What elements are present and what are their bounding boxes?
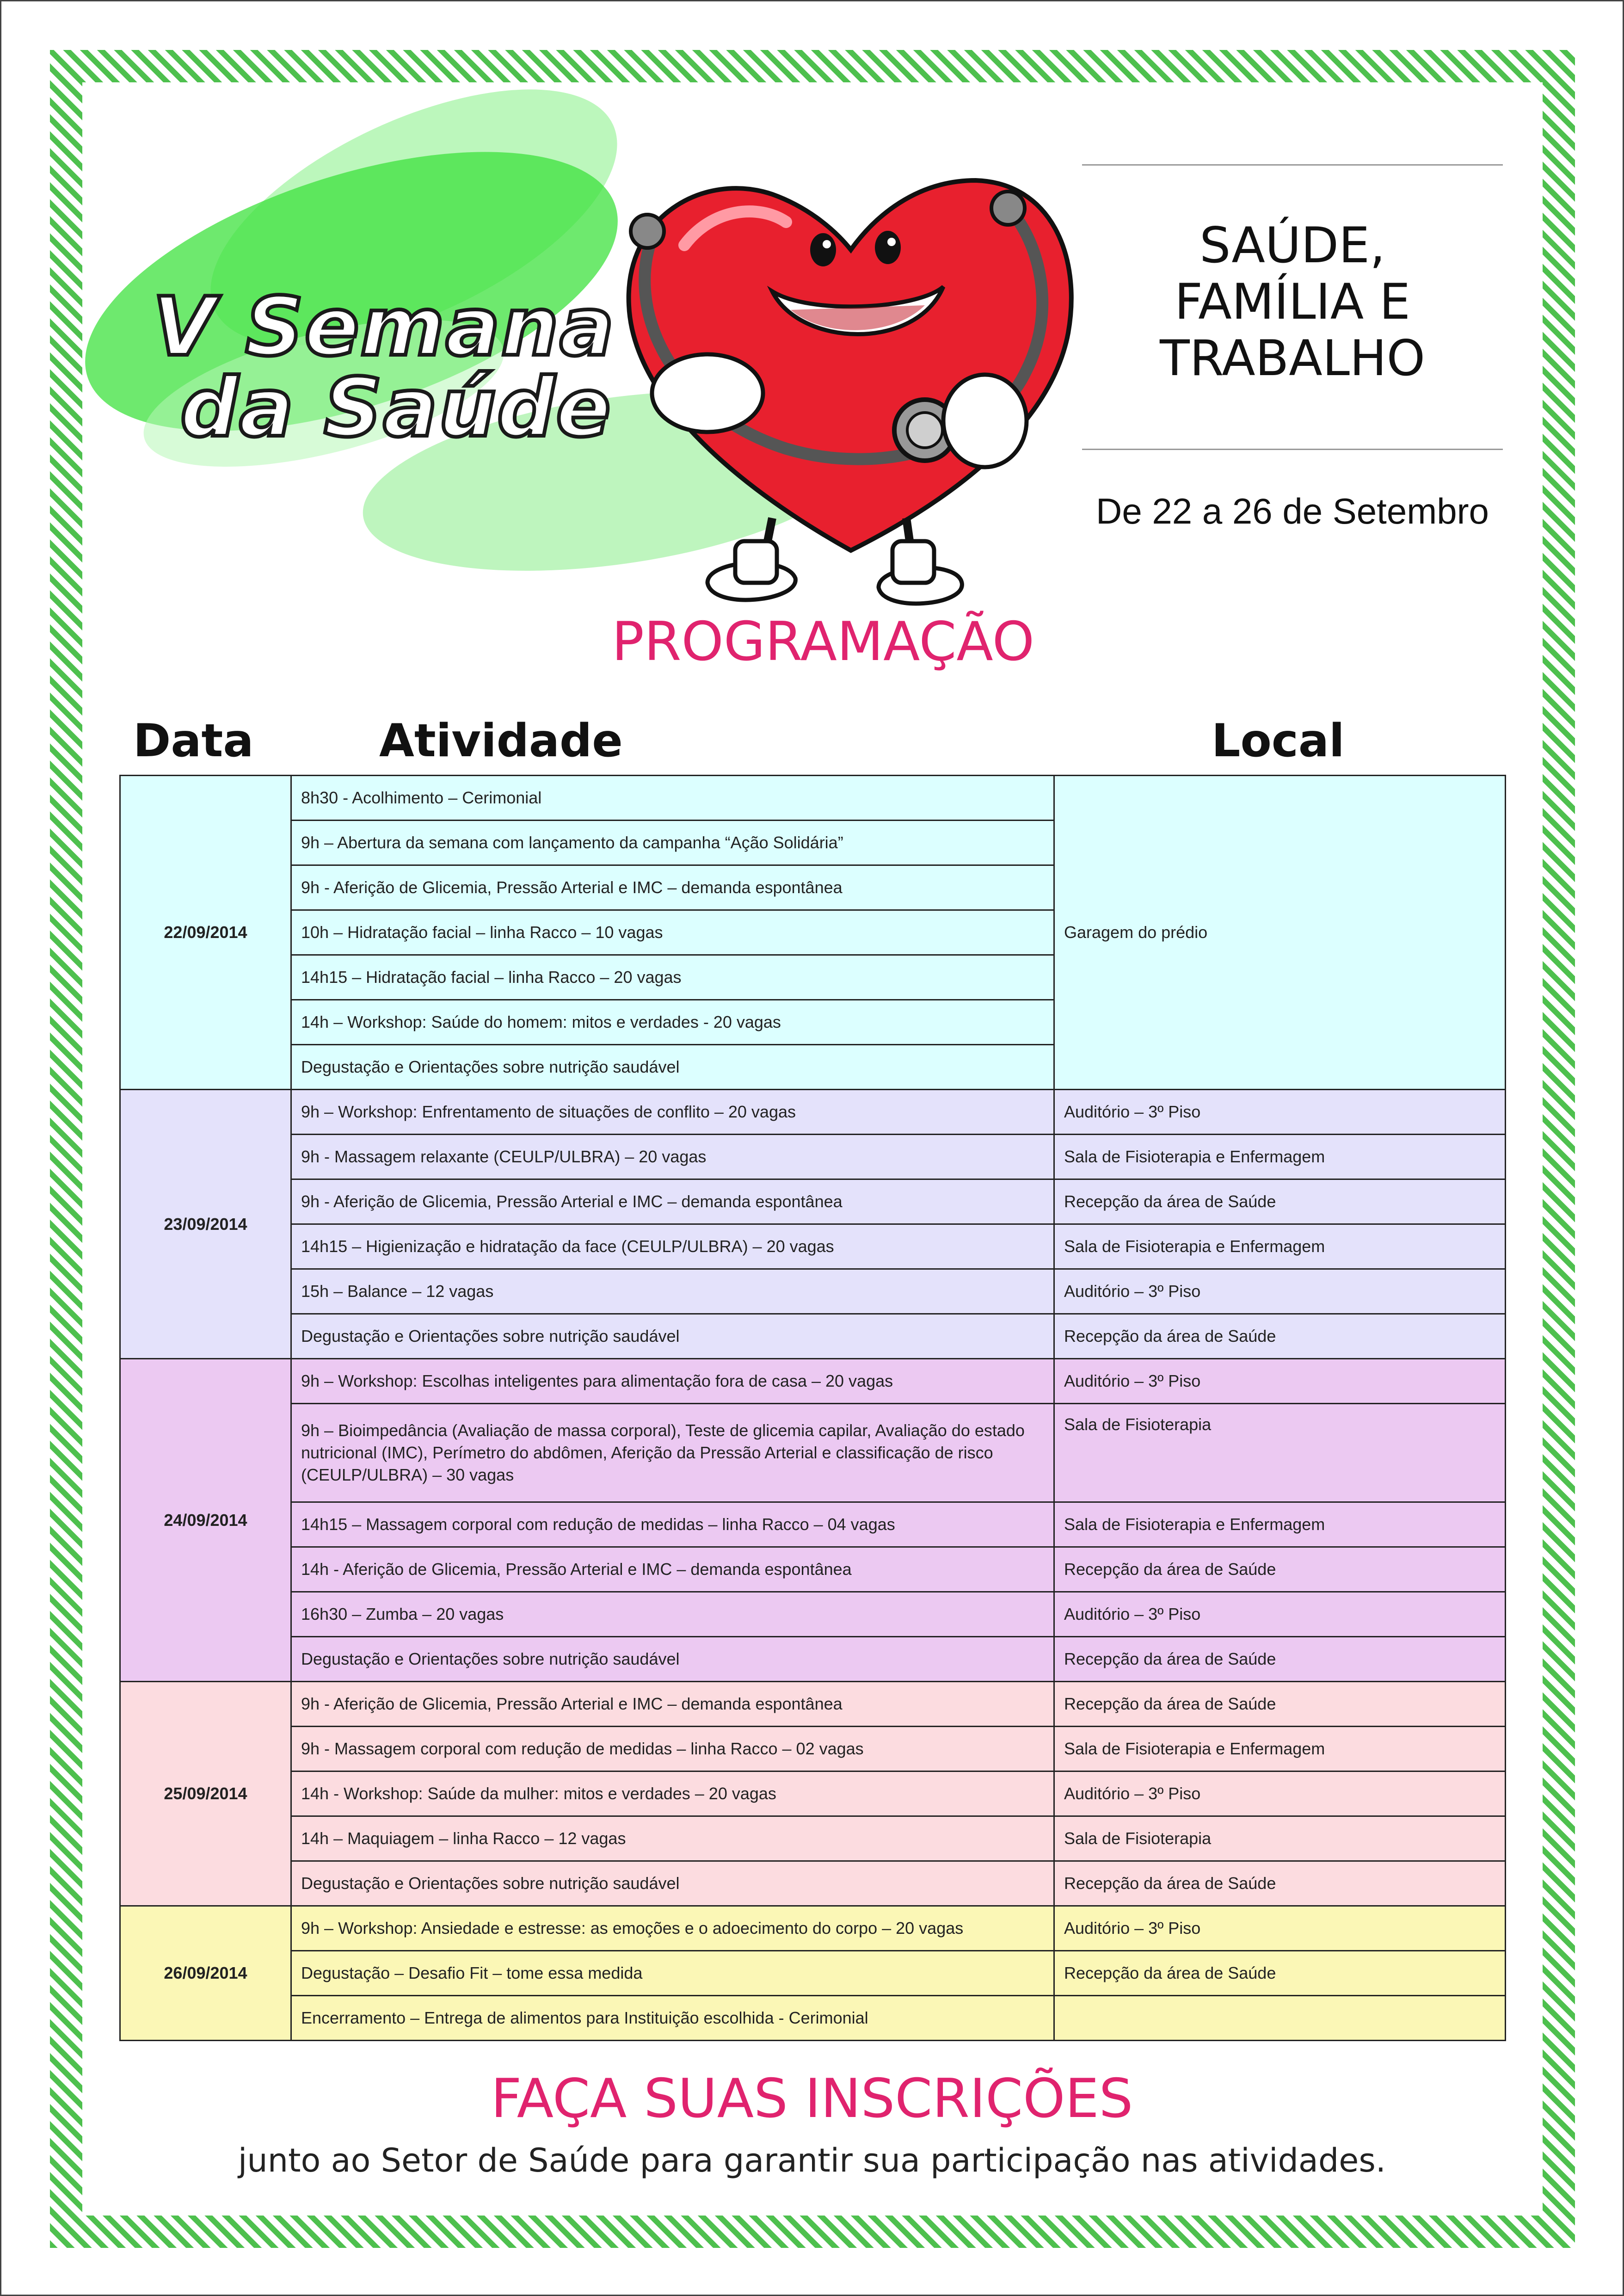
table-row [120,1314,1506,1359]
event-title [153,280,661,455]
table-row [120,1727,1506,1771]
local-cell: Auditório – 3º Piso [1054,1090,1506,1135]
activity-cell: 16h30 – Zumba – 20 vagas [291,1592,1054,1637]
event-title-line1: V Semana [153,280,615,374]
local-cell: Sala de Fisioterapia e Enfermagem [1054,1727,1506,1771]
local-cell: Sala de Fisioterapia [1054,1404,1506,1502]
table-row [120,1359,1506,1404]
activity-cell: Degustação e Orientações sobre nutrição saudável [291,1861,1054,1906]
date-cell: 25/09/2014 [120,1682,291,1906]
local-cell: Recepção da área de Saúde [1054,1861,1506,1906]
theme-line: TRABALHO [1159,330,1426,387]
theme-line: FAMÍLIA E [1175,273,1410,330]
local-cell: Auditório – 3º Piso [1054,1359,1506,1404]
table-row [120,1951,1506,1996]
table-row [120,1816,1506,1861]
local-cell: Auditório – 3º Piso [1054,1592,1506,1637]
activity-cell: 14h – Maquiagem – linha Racco – 12 vagas [291,1816,1054,1861]
activity-cell: Degustação e Orientações sobre nutrição saudável [291,1045,1054,1090]
schedule-table [119,775,1506,2041]
event-dates: De 22 a 26 de Setembro [1096,491,1489,531]
divider [1082,449,1503,450]
activity-cell: 9h – Workshop: Ansiedade e estresse: as emoções e o adoecimento do corpo – 20 vagas [291,1906,1054,1951]
local-cell: Recepção da área de Saúde [1054,1547,1506,1592]
table-row [120,1404,1506,1502]
local-cell: Sala de Fisioterapia e Enfermagem [1054,1502,1506,1547]
theme-line: SAÚDE, [1200,217,1385,274]
date-cell: 24/09/2014 [120,1359,291,1682]
heart-mascot-icon [592,153,1101,624]
table-row [120,1771,1506,1816]
activity-cell: 9h – Abertura da semana com lançamento da campanha “Ação Solidária” [291,821,1054,865]
column-header-data: Data [133,715,254,767]
table-row [120,1269,1506,1314]
table-row [120,1547,1506,1592]
activity-cell: 9h - Aferição de Glicemia, Pressão Arterial e IMC – demanda espontânea [291,865,1054,910]
activity-cell: 14h - Workshop: Saúde da mulher: mitos e verdades – 20 vagas [291,1771,1054,1816]
table-row [120,1090,1506,1135]
activity-cell: 14h15 – Higienização e hidratação da face (CEULP/ULBRA) – 20 vagas [291,1224,1054,1269]
activity-cell: 9h - Aferição de Glicemia, Pressão Arterial e IMC – demanda espontânea [291,1179,1054,1224]
activity-cell: Degustação e Orientações sobre nutrição saudável [291,1637,1054,1682]
table-row [120,1637,1506,1682]
date-cell: 22/09/2014 [120,776,291,1090]
local-cell: Recepção da área de Saúde [1054,1179,1506,1224]
column-header-local: Local [1212,715,1345,767]
local-cell: Auditório – 3º Piso [1054,1906,1506,1951]
activity-cell: Encerramento – Entrega de alimentos para Instituição escolhida - Cerimonial [291,1996,1054,2041]
call-to-action-subtext: junto ao Setor de Saúde para garantir sua participação nas atividades. [238,2142,1386,2179]
local-cell: Sala de Fisioterapia [1054,1816,1506,1861]
local-cell: Recepção da área de Saúde [1054,1951,1506,1996]
local-cell: Recepção da área de Saúde [1054,1314,1506,1359]
date-cell: 26/09/2014 [120,1906,291,2041]
activity-cell: 9h - Aferição de Glicemia, Pressão Arterial e IMC – demanda espontânea [291,1682,1054,1727]
table-row [120,1861,1506,1906]
local-cell: Auditório – 3º Piso [1054,1771,1506,1816]
theme-title [1082,217,1503,387]
call-to-action: FAÇA SUAS INSCRIÇÕES [491,2068,1133,2130]
activity-cell: 10h – Hidratação facial – linha Racco – 10 vagas [291,910,1054,955]
table-row [120,1906,1506,1951]
divider [1082,164,1503,166]
activity-cell: 9h - Massagem relaxante (CEULP/ULBRA) – 20 vagas [291,1135,1054,1179]
column-header-atividade: Atividade [379,715,623,767]
activity-cell: Degustação e Orientações sobre nutrição saudável [291,1314,1054,1359]
table-row [120,1592,1506,1637]
activity-cell: 9h - Massagem corporal com redução de medidas – linha Racco – 02 vagas [291,1727,1054,1771]
section-title: PROGRAMAÇÃO [611,611,1034,673]
table-row [120,1135,1506,1179]
local-cell: Garagem do prédio [1054,776,1506,1090]
local-cell: Sala de Fisioterapia e Enfermagem [1054,1135,1506,1179]
date-cell: 23/09/2014 [120,1090,291,1359]
local-cell: Recepção da área de Saúde [1054,1682,1506,1727]
activity-cell: 14h15 – Massagem corporal com redução de medidas – linha Racco – 04 vagas [291,1502,1054,1547]
event-title-line2: da Saúde [180,361,612,455]
activity-cell: 9h – Workshop: Escolhas inteligentes para alimentação fora de casa – 20 vagas [291,1359,1054,1404]
table-row [120,1224,1506,1269]
activity-cell: 14h - Aferição de Glicemia, Pressão Arterial e IMC – demanda espontânea [291,1547,1054,1592]
table-row [120,1179,1506,1224]
activity-cell: 14h – Workshop: Saúde do homem: mitos e verdades - 20 vagas [291,1000,1054,1045]
activity-cell: 15h – Balance – 12 vagas [291,1269,1054,1314]
local-cell [1054,1996,1506,2041]
table-row [120,1996,1506,2041]
activity-cell: 14h15 – Hidratação facial – linha Racco – 20 vagas [291,955,1054,1000]
table-row [120,776,1506,821]
local-cell: Sala de Fisioterapia e Enfermagem [1054,1224,1506,1269]
activity-cell: 9h – Bioimpedância (Avaliação de massa corporal), Teste de glicemia capilar, Avaliação do estado nutricional (IMC), Perímetro do abdômen, Aferição da Pressão Arterial e classificação de risco (CEULP/ULBRA) – 30 vagas [291,1404,1054,1502]
table-row [120,1682,1506,1727]
local-cell: Recepção da área de Saúde [1054,1637,1506,1682]
activity-cell: Degustação – Desafio Fit – tome essa medida [291,1951,1054,1996]
local-cell: Auditório – 3º Piso [1054,1269,1506,1314]
table-row [120,1502,1506,1547]
activity-cell: 9h – Workshop: Enfrentamento de situações de conflito – 20 vagas [291,1090,1054,1135]
activity-cell: 8h30 - Acolhimento – Cerimonial [291,776,1054,821]
